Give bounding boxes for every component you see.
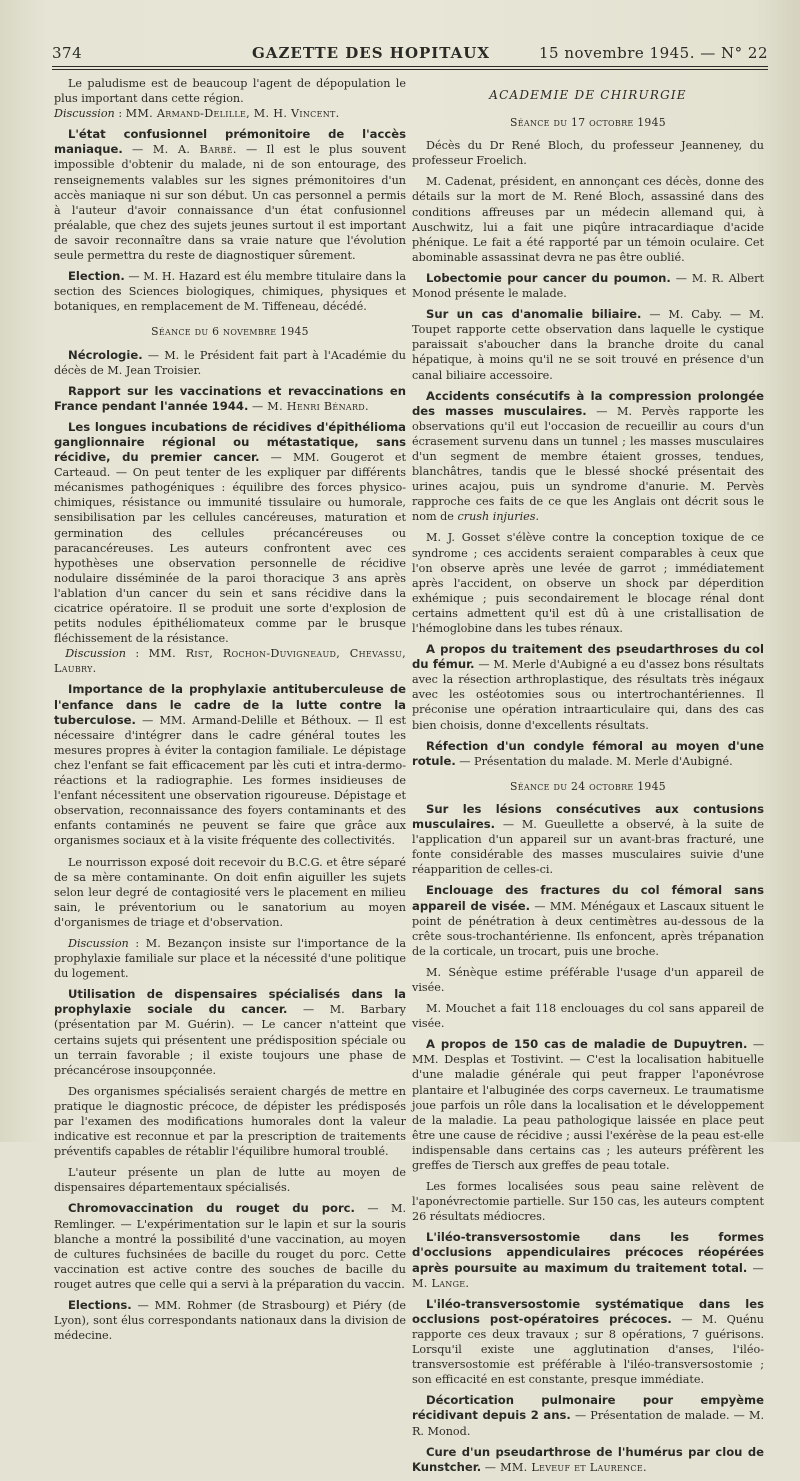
left-column [54, 76, 406, 1349]
article-decortication: Décortication pulmonaire pour empyème récidivant depuis 2 ans. — Présentation de malade. — M. R. Monod. [412, 1393, 764, 1438]
paragraph: L'auteur présente un plan de lutte au moyen de dispensaires départementaux spécialisés. [54, 1166, 406, 1195]
article-title: L'iléo-transversostomie systématique dans les occlusions post-opératoires précoces. [412, 1296, 764, 1326]
article-title: Sur les lésions consécutives aux contusions musculaires. [412, 801, 764, 832]
session-heading: Séance du 17 octobre 1945 [510, 116, 666, 130]
section-heading: ACADEMIE DE CHIRURGIE [489, 88, 687, 102]
paragraph: M. Sénèque estime préférable l'usage d'un appareil de visée. [412, 965, 764, 994]
article-title: A propos de 150 cas de maladie de Dupuytren. [426, 1037, 748, 1052]
journal-title: GAZETTE DES HOPITAUX [252, 44, 491, 62]
session-heading: Séance du 24 octobre 1945 [510, 779, 666, 793]
article-elections: Elections. — MM. Rohmer (de Strasbourg) et Piéry (de Lyon), sont élus correspondants nationaux dans la division de médecine. [54, 1298, 406, 1343]
article-chromovaccination: Chromovaccination du rouget du porc. — M. Remlinger. — L'expérimentation sur le lapin et sur la souris blanche a montré la possibilité d'une vaccination, au moyen de cultures fuchsinées de bacille du rouget du porc. Cette vaccination est active contre des souches de bacille du rouget autres que celle qui a servi à la préparation du vaccin. [54, 1201, 406, 1291]
article-title: A propos du traitement des pseudarthroses du col du fémur. [412, 642, 764, 672]
article-prophylaxie: Importance de la prophylaxie antituberculeuse de l'enfance dans le cadre de la lutte contre la tuberculose. — MM. Armand-Delille et Béthoux. — Il est nécessaire d'intégrer dans le cadre général toutes les mesures propres à éviter la contagion familiale. Le dépistage chez l'enfant se fait efficacement par lès cuti et intra-dermo-réactions et la radiographie. Les formes insidieuses de l'enfant nécessitent une observation rigoureuse. Dépistage et observation, reconnaissance des foyers contaminants et des enfants contaminés ne peuvent se faire que grâce aux organismes sociaux et à la visite fréquente des collectivités. [54, 682, 406, 848]
paragraph: Les formes localisées sous peau saine relèvent de l'aponévrectomie partielle. Sur 150 cas, les auteurs comptent 26 résultats médiocres. [412, 1180, 764, 1224]
article-election: Election. — M. H. Hazard est élu membre titulaire dans la section des Sciences biologiques, chimiques, physiques et botaniques, en remplacement de M. Tiffeneau, décédé. [54, 269, 406, 314]
article-title: Les longues incubations de récidives d'épithélioma ganglionnaire régional ou métastatique, sans récidive, du premier cancer. [54, 419, 406, 465]
article-title: Elections. [68, 1298, 132, 1313]
article-title: Utilisation de dispensaires spécialisés dans la prophylaxie sociale du cancer. [54, 987, 406, 1017]
article-title: Accidents consécutifs à la compression prolongée des masses musculaires. [412, 388, 764, 418]
article-title: Réfection d'un condyle fémoral au moyen d'une rotule. [412, 738, 764, 768]
article-pseudarthroses: A propos du traitement des pseudarthroses du col du fémur. — M. Merle d'Aubigné a eu d'assez bons résultats avec la résection arthroplastique, des résultats très inégaux avec les ostéotomies sous ou intertrochantériennes. Il préconise une opération intraarticulaire qui, dans des cas bien choisis, donne d'excellents résultats. [412, 642, 764, 732]
article-necrologie: Nécrologie. — M. le Président fait part à l'Académie du décès de M. Jean Troisier. [54, 347, 407, 377]
paragraph: Le paludisme est de beaucoup l'agent de dépopulation le plus important dans cette région. Discussion : MM. Armand-Delille, M. H. Vincent. [54, 77, 406, 121]
article-title: Rapport sur les vaccinations et revaccinations en France pendant l'année 1944. [54, 383, 406, 413]
article-title: Chromovaccination du rouget du porc. [68, 1201, 355, 1216]
article-anomalie-biliaire: Sur un cas d'anomalie biliaire. — M. Caby. — M. Toupet rapporte cette observation dans laquelle le cystique paraissait s'aboucher dans la branche droite du canal hépatique, à moins qu'il ne se soit trouvé en présence d'un canal biliaire accessoire. [412, 307, 764, 382]
article-title: Cure d'un pseudarthrose de l'humérus par clou de Kunstcher. [412, 1444, 764, 1474]
article-refection-condyle: Réfection d'un condyle fémoral au moyen d'une rotule. — Présentation du malade. M. Merle d'Aubigné. [412, 738, 764, 768]
article-cure-pseudarthrose: Cure d'un pseudarthrose de l'humérus par clou de Kunstcher. — MM. Leveuf et Laurence. [412, 1444, 764, 1474]
article-title: L'iléo-transversostomie dans les formes d'occlusions appendiculaires précoces réopérées après poursuite au maximum du traitement total. [412, 1230, 764, 1275]
article-rapport: Rapport sur les vaccinations et revaccinations en France pendant l'année 1944. — M. Henri Bénard. [54, 383, 406, 413]
article-title: Décortication pulmonaire pour empyème récidivant depuis 2 ans. [412, 1393, 764, 1423]
article-incubations: Les longues incubations de récidives d'épithélioma ganglionnaire régional ou métastatique, sans récidive, du premier cancer. — MM. Gougerot et Carteaud. — On peut tenter de les expliquer par différents mécanismes pathogéniques : équilibre des forces physico-chimiques, résistance ou immunité tissulaire ou humorale, sensibilisation par les cellules cancéreuses, maturation et germination des cellules précancéreuses ou paracancéreuses. Les auteurs confrontent avec ces hypothèses une observation personnelle de récidive nodulaire disséminée de la paroi thoracique 3 ans après l'ablation d'un cancer du sein et sans récidive dans la cicatrice opératoire. Il se produit une sorte d'explosion de petits nodules épithéliomateux comme par le brusque fléchissement de la résistance. Discussion : MM. Rist, Rochon-Duvigneaud, Chevassu, Laubry. [54, 419, 407, 676]
article-dupuytren: A propos de 150 cas de maladie de Dupuytren. — MM. Desplas et Tostivint. — C'est la localisation habituelle d'une maladie générale qui peut frapper l'aponévrose plantaire et l'albuginée des corps caverneux. Le traumatisme joue parfois un rôle dans la localisation et le développement de la maladie. La peau pathologique laissée en place peut être une cause de récidive ; aussi l'exérèse de la peau est-elle indispensable dans certains cas ; les auteurs préfèrent les greffes de Tiersch aux greffes de peau totale. [412, 1037, 764, 1172]
paragraph: Discussion : M. Bezançon insiste sur l'importance de la prophylaxie familiale sur place et la nécessité d'une politique du logement. [54, 936, 406, 981]
paragraph: Le nourrisson exposé doit recevoir du B.C.G. et être séparé de sa mère contaminante. On doit enfin aiguiller les sujets selon leur degré de contagiosité vers le placement en milieu sain, le préventorium ou le sanatorium au moyen d'organismes de triage et d'observation. [54, 855, 406, 929]
paragraph: M. J. Gosset s'élève contre la conception toxique de ce syndrome ; ces accidents seraient comparables à ceux que l'on observe après une levée de garrot ; immédiatement après l'accident, on observe un shock par déperdition exhémique ; puis secondairement le blocage rénal dont certains admettent qu'il est dû à une cristallisation de l'hémoglobine dans les tubes rénaux. [412, 531, 764, 635]
article-ileo-systematique: L'iléo-transversostomie systématique dans les occlusions post-opératoires précoces. — M. Quénu rapporte ces deux travaux ; sur 8 opérations, 7 guérisons. Lorsqu'il existe une agglutination d'anses, l'iléo-transversostomie est préférable à l'iléo-transversostomie ; son efficacité en est constante, presque immédiate. [412, 1296, 764, 1387]
issue-date: 15 novembre 1945. — N° 22 [539, 44, 768, 62]
article-ileo-transversostomie: L'iléo-transversostomie dans les formes d'occlusions appendiculaires précoces réopérées après poursuite au maximum du traitement total. — M. Lange. [412, 1230, 764, 1290]
paragraph: M. Mouchet a fait 118 enclouages du col sans appareil de visée. [412, 1002, 764, 1031]
paragraph: Des organismes spécialisés seraient chargés de mettre en pratique le diagnostic précoce, de dépister les prédisposés par l'examen des modifications humorales dont la valeur indicative est reconnue et par la prescription de traitements préventifs capables de rétablir l'équilibre humoral troublé. [54, 1084, 406, 1159]
page-number: 374 [52, 44, 83, 62]
running-header [52, 44, 768, 66]
right-column [412, 76, 764, 1481]
article-title: Nécrologie. [68, 347, 143, 362]
article-title: Importance de la prophylaxie antituberculeuse de l'enfance dans le cadre de la lutte contre la tuberculose. [54, 682, 406, 727]
article-title: Election. [68, 269, 125, 284]
header-rule-thin [52, 69, 768, 70]
article-title: Enclouage des fractures du col fémoral sans appareil de visée. [412, 883, 764, 913]
article-lobectomie: Lobectomie pour cancer du poumon. — M. R. Albert Monod présente le malade. [412, 270, 764, 301]
article-dispensaires: Utilisation de dispensaires spécialisés dans la prophylaxie sociale du cancer. — M. Barbary (présentation par M. Guérin). — Le cancer n'atteint que certains sujets qui présentent une prédisposition spéciale ou un terrain favorable ; il existe toujours une phase de précancérose insoupçonnée. [54, 987, 406, 1077]
article-title: Lobectomie pour cancer du poumon. [426, 270, 671, 285]
article-title: Sur un cas d'anomalie biliaire. [426, 307, 642, 322]
article-compression: Accidents consécutifs à la compression prolongée des masses musculaires. — M. Pervès rapporte les observations qu'il eut l'occasion de recueillir au cours d'un écrasement survenu dans un tunnel ; les masses musculaires d'un segment de membre étaient grosses, tendues, blanchâtres, tandis que le blessé shocké présentait des urines acajou, puis un syndrome d'anurie. M. Pervès rapproche ces faits de ce que les Anglais ont décrit sous le nom de crush injuries. [412, 388, 764, 524]
article-state-confusionnel: L'état confusionnel prémonitoire de l'accès maniaque. — M. A. Barbé. — Il est le plus souvent impossible d'obtenir du malade, ni de son entourage, des renseignements valables sur les signes prémonitoires d'un accès maniaque ni sur son début. Un cas personnel a permis à l'auteur d'avoir connaissance d'un état confusionnel préalable, que chez des sujets jeunes surtout il est important de savoir reconnaître dans sa vraie nature que l'évolution seule permettra du reste de diagnostiquer sûrement. [54, 127, 407, 263]
header-rule [52, 66, 768, 67]
paragraph: Décès du Dr René Bloch, du professeur Jeanneney, du professeur Froelich. [412, 139, 764, 168]
article-enclouage: Enclouage des fractures du col fémoral sans appareil de visée. — MM. Ménégaux et Lascaux situent le point de pénétration à deux centimètres au-dessous de la crête sous-trochantérienne. Ils enfoncent, après trépanation de la corticale, un trocart, puis une broche. [412, 883, 765, 958]
article-title: L'état confusionnel prémonitoire de l'accès maniaque. [54, 127, 406, 157]
paragraph: M. Cadenat, président, en annonçant ces décès, donne des détails sur la mort de M. René Bloch, assassiné dans des conditions affreuses par un médecin allemand qui, à Auschwitz, lui a fait une piqûre intracardiaque d'acide phénique. Le fait a été rapporté par un témoin oculaire. Cet abominable assassinat devra ne pas être oublié. [412, 175, 764, 264]
article-lesions-contusions: Sur les lésions consécutives aux contusions musculaires. — M. Gueullette a observé, à la suite de l'application d'un appareil sur un avant-bras fracturé, une fonte considérable des masses musculaires suivie d'une réapparition de celles-ci. [412, 801, 764, 877]
session-heading: Séance du 6 novembre 1945 [151, 325, 309, 339]
